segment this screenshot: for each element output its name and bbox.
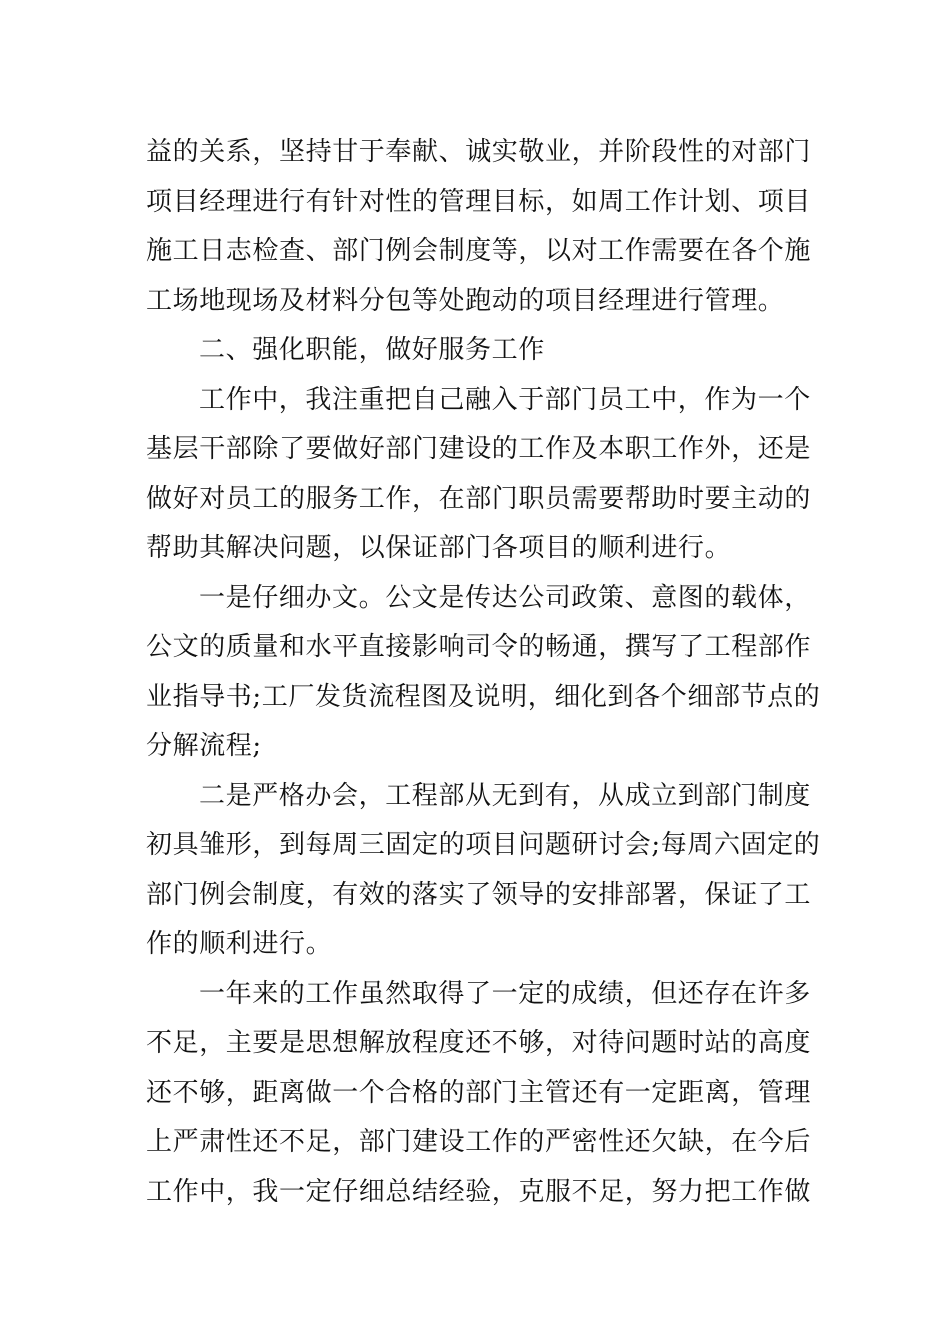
text-line: 工作中，我一定仔细总结经验，克服不足，努力把工作做 — [146, 1176, 812, 1207]
text-line: 业指导书;工厂发货流程图及说明，细化到各个细部节点的 — [146, 681, 821, 712]
section-heading: 二、强化职能，做好服务工作 — [199, 335, 545, 365]
text-line: 分解流程; — [146, 731, 262, 761]
text-line: 不足，主要是思想解放程度还不够，对待问题时站的高度 — [146, 1028, 812, 1058]
text-line: 工作中，我注重把自己融入于部门员工中，作为一个 — [199, 384, 811, 415]
text-line: 基层干部除了要做好部门建设的工作及本职工作外，还是 — [146, 434, 812, 464]
text-line: 工场地现场及材料分包等处跑动的项目经理进行管理。 — [146, 285, 785, 316]
text-line: 一年来的工作虽然取得了一定的成绩，但还存在许多 — [199, 978, 811, 1009]
text-line: 帮助其解决问题，以保证部门各项目的顺利进行。 — [146, 533, 732, 563]
text-line: 上严肃性还不足，部门建设工作的严密性还欠缺，在今后 — [146, 1127, 812, 1157]
text-line: 项目经理进行有针对性的管理目标，如周工作计划、项目 — [146, 186, 812, 217]
text-line: 作的顺利进行。 — [146, 929, 333, 959]
text-line: 初具雏形，到每周三固定的项目问题研讨会;每周六固定的 — [146, 830, 821, 860]
document-body — [146, 128, 821, 1217]
text-line: 做好对员工的服务工作，在部门职员需要帮助时要主动的 — [146, 483, 812, 514]
text-line: 施工日志检查、部门例会制度等，以对工作需要在各个施 — [146, 236, 812, 266]
text-line: 公文的质量和水平直接影响司令的畅通，撰写了工程部作 — [146, 632, 812, 662]
text-line: 一是仔细办文。公文是传达公司政策、意图的载体， — [199, 582, 811, 613]
text-line: 部门例会制度，有效的落实了领导的安排部署，保证了工 — [146, 879, 812, 910]
text-line: 益的关系，坚持甘于奉献、诚实敬业，并阶段性的对部门 — [146, 137, 812, 167]
text-line: 二是严格办会，工程部从无到有，从成立到部门制度 — [199, 780, 811, 811]
text-line: 还不够，距离做一个合格的部门主管还有一定距离，管理 — [146, 1077, 812, 1108]
